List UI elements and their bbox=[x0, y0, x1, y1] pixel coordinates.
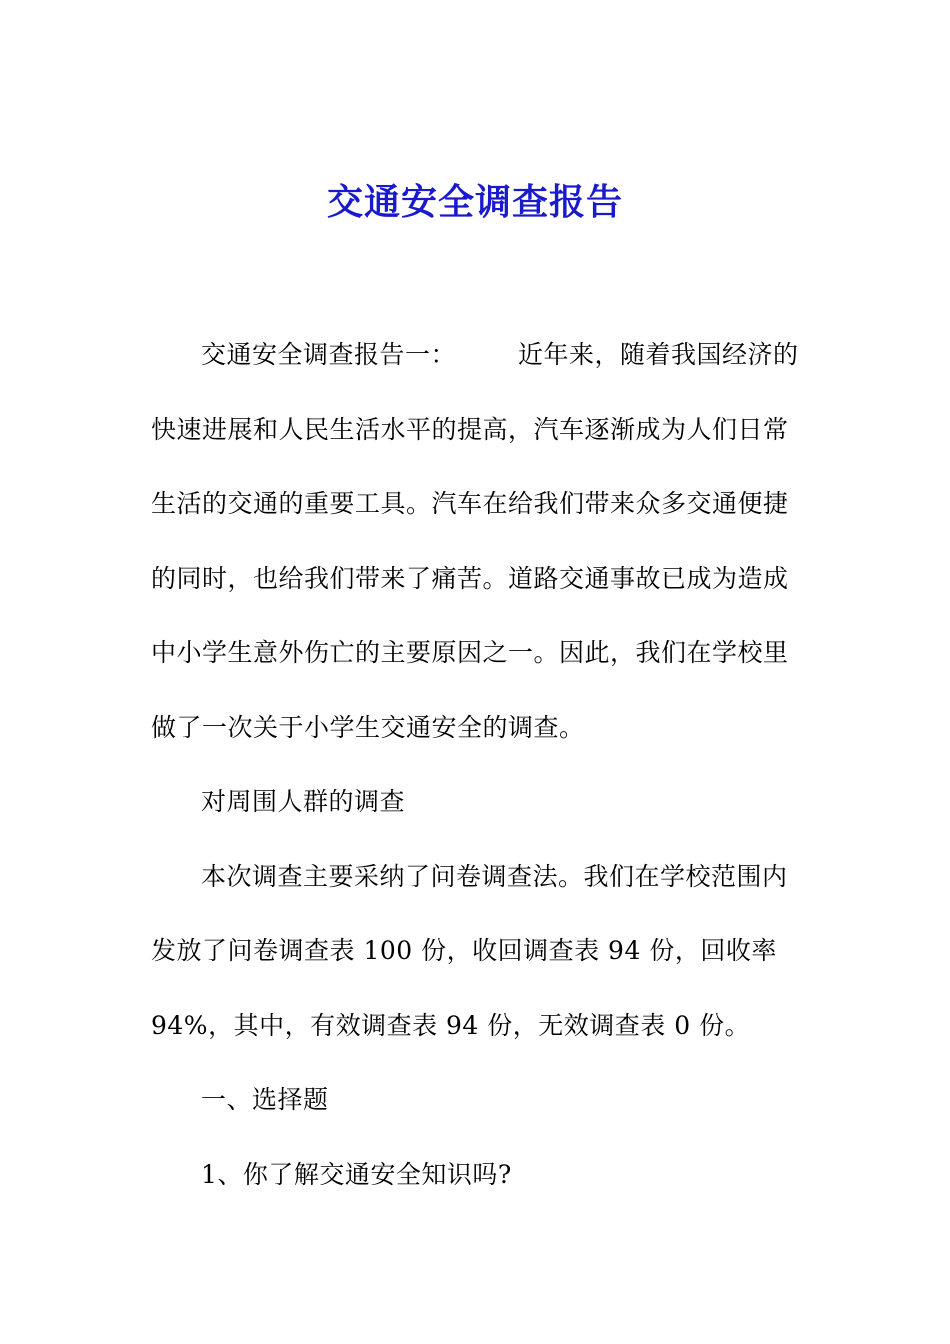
paragraph-3-text: 本次调查主要采纳了问卷调查法。我们在学校范围内 bbox=[201, 861, 788, 891]
paragraph-3-line-3: 94%，其中，有效调查表 94 份，无效调查表 0 份。 bbox=[151, 1010, 751, 1040]
paragraph-1-text: 近年来，随着我国经济的 bbox=[518, 340, 799, 369]
section-heading-survey: 对周围人群的调查 bbox=[201, 787, 406, 816]
paragraph-5-line-1 bbox=[151, 1138, 796, 1213]
paragraph-1-lead: 交通安全调查报告一： bbox=[201, 340, 457, 369]
paragraph-1-line-1 bbox=[151, 318, 799, 393]
paragraph-1-line-6: 做了一次关于小学生交通安全的调查。 bbox=[151, 712, 585, 742]
paragraph-2-line-1 bbox=[151, 765, 796, 840]
paragraph-1-line-5: 中小学生意外伤亡的主要原因之一。因此，我们在学校里 bbox=[151, 638, 789, 667]
paragraph-3-line-1 bbox=[151, 840, 796, 915]
paragraph-1-line-3: 生活的交通的重要工具。汽车在给我们带来众多交通便捷 bbox=[151, 489, 789, 518]
section-heading-choice: 一、选择题 bbox=[201, 1085, 329, 1114]
paragraph-3-line-2: 发放了问卷调查表 100 份，收回调查表 94 份，回收率 bbox=[151, 936, 777, 965]
question-1: 1、你了解交通安全知识吗? bbox=[201, 1159, 512, 1189]
document-body bbox=[151, 318, 799, 1212]
paragraph-1-line-4: 的同时，也给我们带来了痛苦。道路交通事故已成为造成 bbox=[151, 563, 789, 593]
paragraph-1-line-2: 快速进展和人民生活水平的提高，汽车逐渐成为人们日常 bbox=[151, 414, 789, 444]
paragraph-4-line-1 bbox=[151, 1063, 796, 1138]
document-title: 交通安全调查报告 bbox=[326, 181, 623, 223]
